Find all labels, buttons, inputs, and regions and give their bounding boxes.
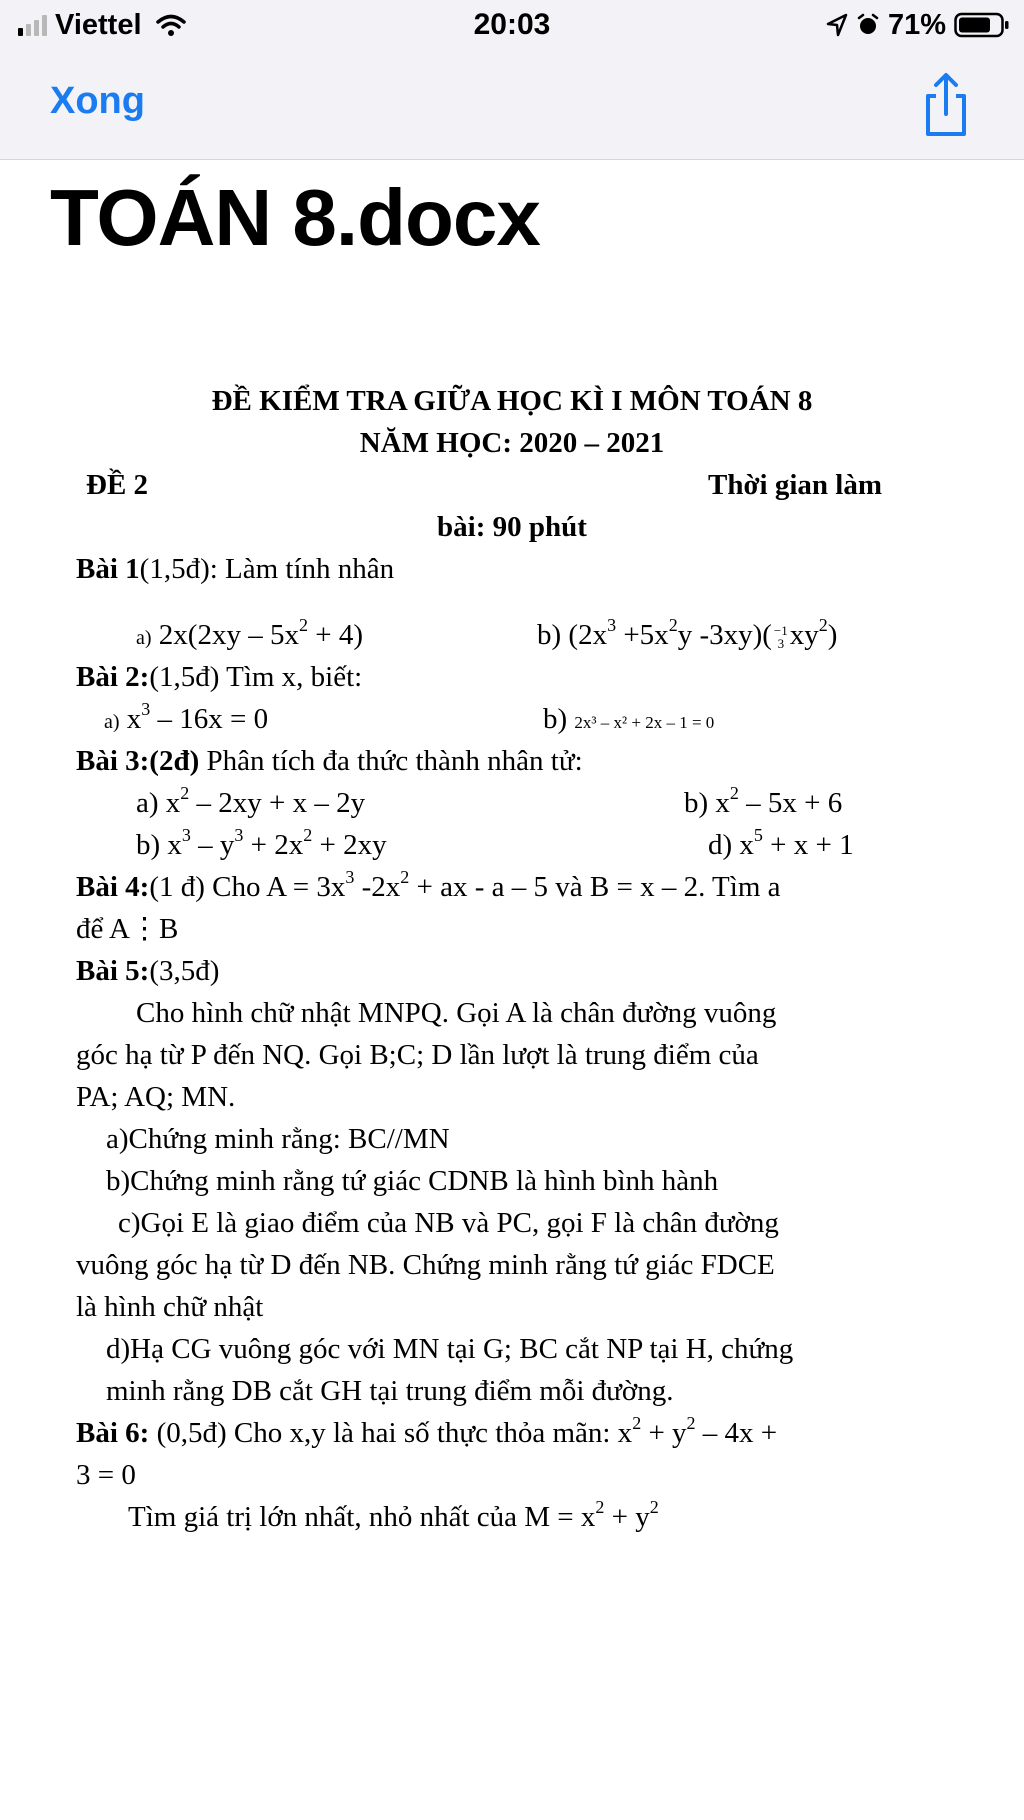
fraction: −1 3: [773, 623, 788, 652]
carrier-name: Viettel: [55, 8, 142, 41]
question-1: Bài 1(1,5đ): Làm tính nhân: [76, 553, 395, 585]
document-title: TOÁN 8.docx: [50, 173, 540, 262]
status-bar: [0, 0, 1024, 50]
question-3d: d) $x^5 + x + 1$: [708, 825, 854, 861]
question-5d-line1: d)Hạ CG vuông góc với MN tại G; BC cắt NP tại H, chứng: [106, 1333, 794, 1365]
done-button[interactable]: Xong: [50, 80, 145, 122]
exam-year: NĂM HỌC: 2020 – 2021: [359, 427, 665, 459]
share-icon[interactable]: [916, 70, 976, 140]
question-6-line3: Tìm giá trị lớn nhất, nhỏ nhất của $M = x^2 + y^2$: [128, 1497, 659, 1533]
status-time: 20:03: [473, 8, 551, 41]
question-5b: b)Chứng minh rằng tứ giác CDNB là hình bình hành: [106, 1165, 719, 1197]
status-right: [826, 10, 1010, 40]
location-arrow-icon: [826, 13, 848, 37]
question-2: Bài 2:(1,5đ) Tìm x, biết:: [76, 661, 363, 693]
exam-title: ĐỀ KIỂM TRA GIỮA HỌC KÌ I MÔN TOÁN 8: [211, 385, 813, 417]
question-5c-line1: c)Gọi E là giao điểm của NB và PC, gọi F là chân đường: [118, 1207, 779, 1239]
question-3c: b) $x^3 - y^3 + 2x^2 + 2xy$: [136, 825, 387, 861]
question-5c-line3: là hình chữ nhật: [76, 1291, 264, 1323]
question-5-line2: góc hạ từ P đến NQ. Gọi B;C; D lần lượt là trung điểm của: [76, 1039, 759, 1071]
question-5: Bài 5:(3,5đ): [76, 955, 220, 987]
question-4-line2: để A⋮B: [76, 913, 179, 945]
battery-icon: [954, 12, 1010, 38]
question-2a: a) $x^3 - 16x = 0$: [104, 699, 269, 735]
question-1a: a) $2x(2xy - 5x^2 + 4)$: [136, 615, 363, 651]
question-2b: b) 2x³ – x² + 2x – 1 = 0: [543, 703, 715, 735]
battery-percent: 71%: [887, 8, 946, 41]
exam-code: ĐỀ 2: [86, 469, 149, 501]
exam-time-line1: Thời gian làm: [708, 469, 882, 501]
question-5-line3: PA; AQ; MN.: [76, 1081, 236, 1113]
question-3a: a) $x^2 - 2xy + x - 2y$: [136, 783, 366, 819]
question-5a: a)Chứng minh rằng: BC//MN: [106, 1123, 450, 1155]
exam-time-line2: bài: 90 phút: [437, 511, 587, 543]
question-6-line2: 3 = 0: [76, 1459, 136, 1491]
question-6: Bài 6: (0,5đ) Cho x,y là hai số thực thỏa mãn: $x^2 + y^2 - 4x$ +: [76, 1413, 778, 1449]
question-4: Bài 4:(1 đ) Cho $A = 3x^3$ $-2x^2$ + ax - a – 5 và B = x – 2. Tìm a: [76, 867, 781, 903]
navigation-bar: [0, 50, 1024, 160]
question-1b: b) ($2x^3 +5x^2y$ -3xy)( −1 3 $xy^2$): [537, 615, 838, 652]
question-3b: b) $x^2 - 5x + 6$: [684, 783, 843, 819]
alarm-icon: [856, 13, 880, 37]
question-5-line1: Cho hình chữ nhật MNPQ. Gọi A là chân đường vuông: [136, 997, 777, 1029]
question-5d-line2: minh rằng DB cắt GH tại trung điểm mỗi đường.: [106, 1375, 674, 1407]
question-3: Bài 3:(2đ) Phân tích đa thức thành nhân tử:: [76, 745, 583, 777]
question-5c-line2: vuông góc hạ từ D đến NB. Chứng minh rằng tứ giác FDCE: [76, 1249, 775, 1281]
